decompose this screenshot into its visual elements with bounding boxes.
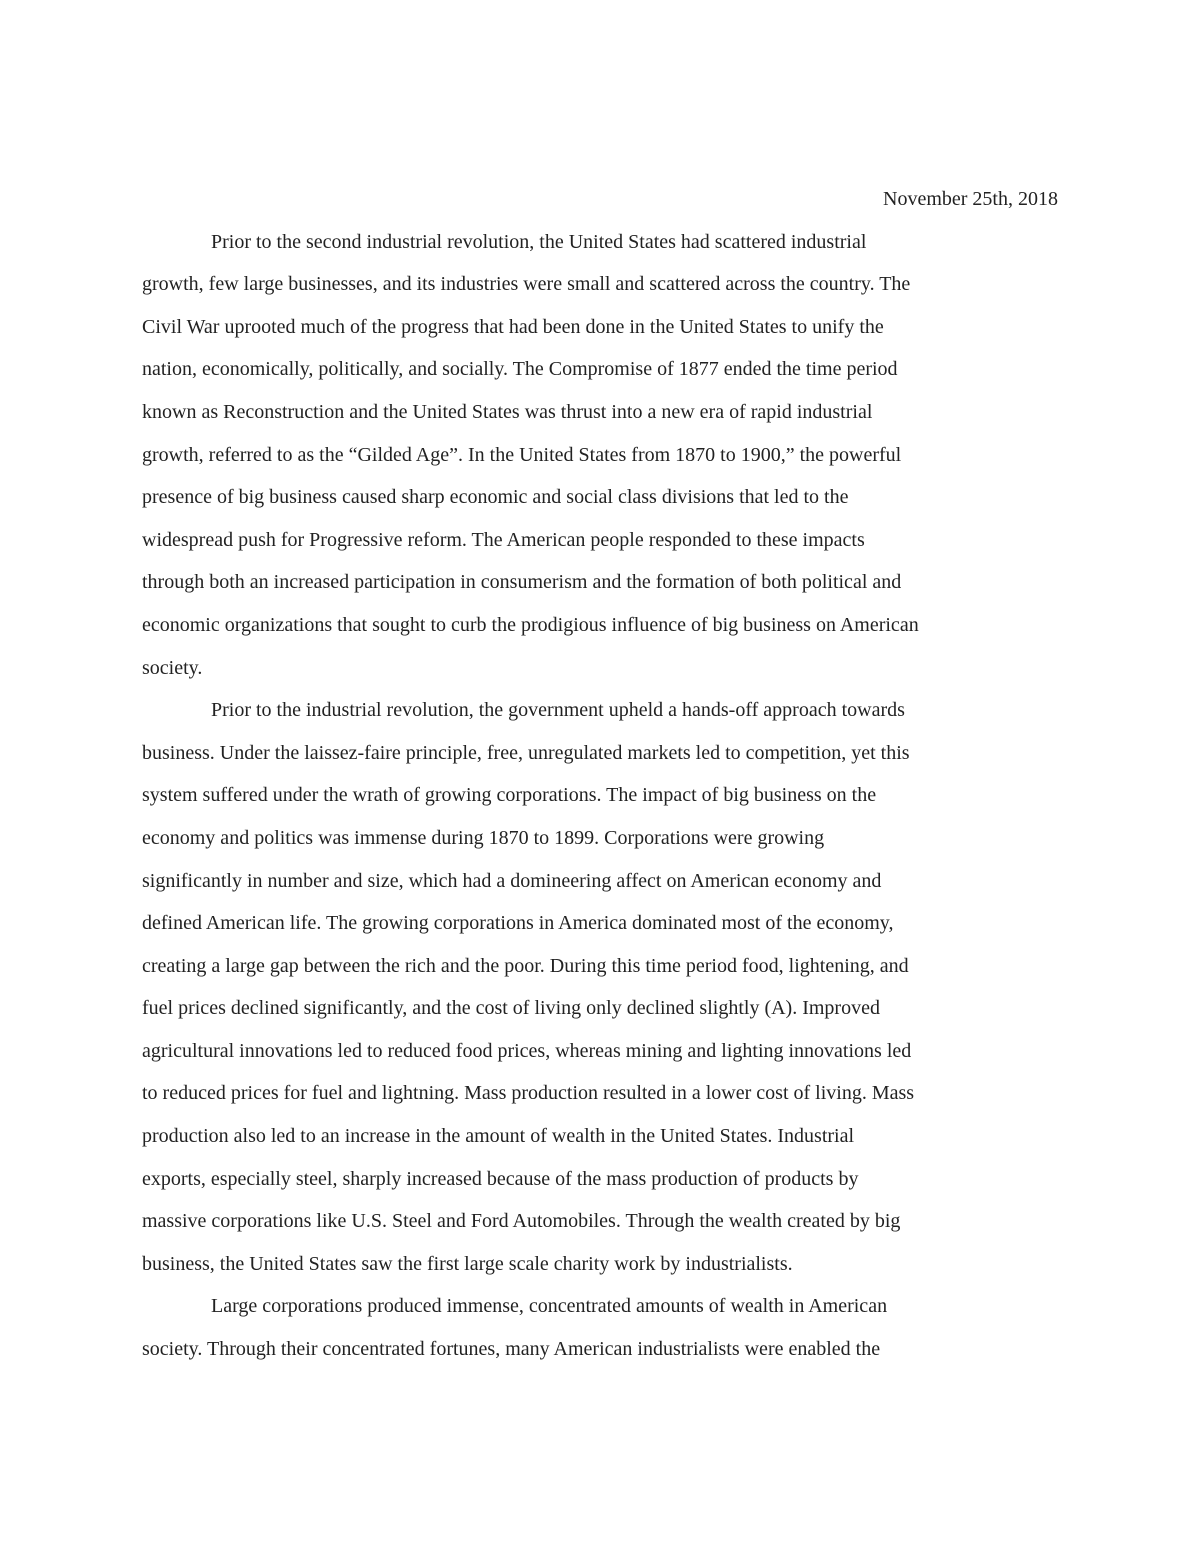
text-line: fuel prices declined significantly, and the cost of living only declined slightly (A). Improved — [142, 997, 880, 1020]
text-line: production also led to an increase in the amount of wealth in the United States. Industrial — [142, 1125, 855, 1148]
text-line: growth, few large businesses, and its industries were small and scattered across the country. The — [142, 273, 911, 296]
text-line: massive corporations like U.S. Steel and Ford Automobiles. Through the wealth created by big — [142, 1210, 901, 1233]
text-line: society. Through their concentrated fortunes, many American industrialists were enabled the — [142, 1338, 881, 1361]
text-line: exports, especially steel, sharply increased because of the mass production of products by — [142, 1167, 859, 1190]
text-line: business, the United States saw the first large scale charity work by industrialists. — [142, 1252, 793, 1275]
text-line: nation, economically, politically, and socially. The Compromise of 1877 ended the time period — [142, 358, 898, 381]
paragraph-3 — [142, 1285, 1058, 1370]
text-line: through both an increased participation in consumerism and the formation of both political and — [142, 571, 902, 594]
text-line: economic organizations that sought to curb the prodigious influence of big business on American — [142, 613, 919, 636]
text-line: to reduced prices for fuel and lightning. Mass production resulted in a lower cost of living. Mass — [142, 1082, 915, 1105]
text-line: business. Under the laissez-faire principle, free, unregulated markets led to competition, yet this — [142, 741, 910, 764]
text-line: Large corporations produced immense, concentrated amounts of wealth in American — [211, 1295, 888, 1318]
text-line: significantly in number and size, which had a domineering affect on American economy and — [142, 869, 882, 892]
text-line: creating a large gap between the rich and the poor. During this time period food, lightening, and — [142, 954, 909, 977]
text-line: growth, referred to as the “Gilded Age”. In the United States from 1870 to 1900,” the powerful — [142, 443, 902, 466]
paragraph-2 — [142, 689, 1058, 1285]
text-line: economy and politics was immense during 1870 to 1899. Corporations were growing — [142, 826, 825, 849]
text-line: agricultural innovations led to reduced food prices, whereas mining and lighting innovations led — [142, 1039, 912, 1062]
document-body — [142, 178, 1058, 1371]
paragraph-1 — [142, 221, 1058, 690]
document-date: November 25th, 2018 — [883, 188, 1058, 210]
text-line: defined American life. The growing corporations in America dominated most of the economy, — [142, 912, 894, 935]
text-line: widespread push for Progressive reform. The American people responded to these impacts — [142, 528, 865, 551]
text-line: presence of big business caused sharp economic and social class divisions that led to the — [142, 486, 849, 509]
text-line: Civil War uprooted much of the progress that had been done in the United States to unify the — [142, 315, 884, 338]
text-line: society. — [142, 656, 203, 679]
text-line: Prior to the industrial revolution, the government upheld a hands-off approach towards — [211, 699, 905, 722]
text-line: system suffered under the wrath of growing corporations. The impact of big business on the — [142, 784, 877, 807]
text-line: known as Reconstruction and the United States was thrust into a new era of rapid industrial — [142, 400, 873, 423]
text-line: Prior to the second industrial revolution, the United States had scattered industrial — [211, 230, 867, 253]
